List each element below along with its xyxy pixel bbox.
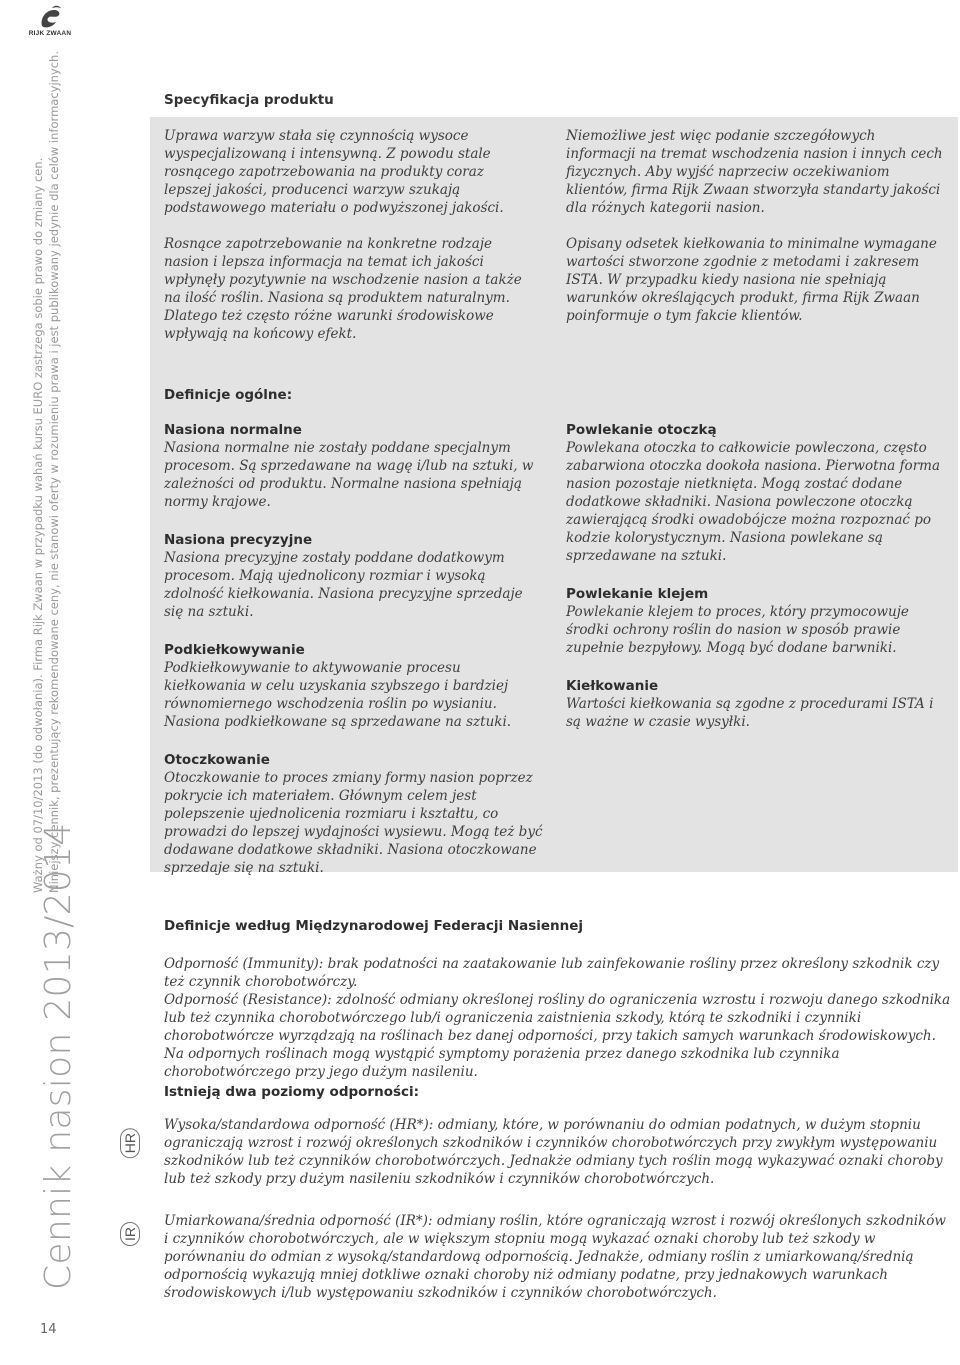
catalog-title: Cennik nasion 2013/2014	[38, 822, 79, 1290]
definition-text: Nasiona normalne nie zostały poddane specjalnym procesom. Są sprzedawane na wagę i/lub na sztuki, w zależności od produktu. Normalne nasiona spełniają normy krajowe.	[164, 440, 534, 510]
hr-badge	[118, 1128, 142, 1161]
definition-item	[566, 585, 946, 657]
spec-intro-right	[566, 127, 946, 343]
definition-item	[164, 751, 544, 877]
resistance-definition: Odporność (Resistance): zdolność odmiany określonej rośliny do ograniczenia wzrostu i rozwoju danego szkodnika lub też czynnika chorobotwórczego lub/i ograniczenia zaistnienia szkody, którą te szkodniki i czynniki chorobotwórcze wyrządzają na roślinach bez danej odporności, przy takich samych warunkach środowiskowych. Na odpornych roślinach mogą wystąpić symptomy porażenia przez danego szkodnika lub czynnika chorobotwórczego przy jego dużym nasileniu.	[164, 992, 951, 1080]
hr-definition: Wysoka/standardowa odporność (HR*): odmiany, które, w porównaniu do odmian podatnych, w dużym stopniu ograniczają wzrost i rozwój określonych szkodników i czynników chorobotwórczych przy zwykłym występowaniu szkodników lub też czynników chorobotwórczych. Jednakże odmiany tych roślin mogą wykazywać oznaki choroby lub też szkody przy dużym nasileniu szkodników i czynników chorobotwórczych.	[164, 1117, 943, 1187]
ir-badge-label: IR	[120, 1222, 140, 1246]
definitions-right	[566, 421, 946, 751]
hr-badge-label: HR	[120, 1128, 140, 1158]
immunity-definition: Odporność (Immunity): brak podatności na zaatakowanie lub zainfekowanie rośliny przez określony szkodnik czy też czynnik chorobotwórczy.	[164, 956, 940, 990]
logo-text: RIJK ZWAAN	[28, 30, 72, 37]
spec-paragraph: Opisany odsetek kiełkowania to minimalne wymagane wartości stworzone zgodnie z metodami i zakresem ISTA. W przypadku kiedy nasiona nie spełniają warunków określających produkt, firma Rijk Zwaan poinformuje o tym fakcie klientów.	[566, 236, 937, 324]
ir-definition: Umiarkowana/średnia odporność (IR*): odmiany roślin, które ograniczają wzrost i rozwój określonych szkodników i czynników chorobotwórczych, ale w większym stopniu mogą wykazać oznaki choroby lub też szkody w porównaniu do odmian z wysoką/standardową odpornością. Jednakże, odmiany roślin z umiarkowaną/średnią odpornością wykazują mniej dotkliwe oznaki choroby niż odmiany podatne, przy jednakowych warunkach środowiskowych i/lub występowaniu szkodników i czynników chorobotwórczych.	[164, 1213, 946, 1301]
page-number: 14	[40, 1322, 57, 1337]
definition-text: Wartości kiełkowania są zgodne z procedurami ISTA i są ważne w czasie wysyłki.	[566, 696, 934, 730]
spec-paragraph: Rosnące zapotrzebowanie na konkretne rodzaje nasion i lepsza informacja na temat ich jakości wpłynęły pozytywnie na wschodzenie nasion a także na ilość roślin. Nasiona są produktem naturalnym. Dlatego też często różne warunki środowiskowe wpływają na końcowy efekt.	[164, 236, 522, 342]
spec-title: Specyfikacja produktu	[164, 92, 334, 108]
definition-term: Nasiona normalne	[164, 422, 302, 438]
definition-item	[566, 421, 946, 565]
definition-item	[164, 531, 544, 621]
definition-term: Podkiełkowywanie	[164, 642, 305, 658]
definition-text: Powlekanie klejem to proces, który przymocowuje środki ochrony roślin do nasion w sposób prawie zupełnie bezpyłowy. Mogą być dodane barwniki.	[566, 604, 909, 656]
validity-note: Ważny od 07/10/2013 (do odwołania). Firma Rijk Zwaan w przypadku wahań kursu EURO zastrzega sobie prawo do zmiany cen.	[31, 157, 45, 893]
spec-intro-left	[164, 127, 534, 361]
definitions-left	[164, 421, 544, 897]
ir-badge	[118, 1222, 142, 1249]
ir-level	[164, 1212, 954, 1302]
rijk-zwaan-logo-icon	[28, 4, 72, 30]
definition-item	[566, 677, 946, 731]
hr-level	[164, 1116, 954, 1188]
definition-term: Powlekanie klejem	[566, 586, 709, 602]
spec-paragraph: Uprawa warzyw stała się czynnością wysoce wyspecjalizowaną i intensywną. Z powodu stale rosnącego zapotrzebowania na produkty coraz lepszej jakości, producenci warzyw szukają podstawowego materiału o podwyższonej jakości.	[164, 128, 504, 216]
price-notice: Niniejszy cennik, prezentujący rekomendowane ceny, nie stanowi oferty w rozumieniu prawa i jest publikowany jedynie dla celów informacyjnych.	[47, 51, 61, 893]
definition-term: Powlekanie otoczką	[566, 422, 717, 438]
ifs-title: Definicje według Międzynarodowej Federacji Nasiennej	[164, 918, 584, 934]
spec-paragraph: Niemożliwe jest więc podanie szczegółowych informacji na tremat wschodzenia nasion i innych cech fizycznych. Aby wyjść naprzeciw oczekiwaniom klientów, firma Rijk Zwaan stworzyła standarty jakości dla różnych kategorii nasion.	[566, 128, 943, 216]
definition-term: Otoczkowanie	[164, 752, 270, 768]
definition-item	[164, 421, 544, 511]
rijk-zwaan-logo	[28, 4, 72, 40]
definition-term: Kiełkowanie	[566, 678, 659, 694]
definition-text: Nasiona precyzyjne zostały poddane dodatkowym procesom. Mają ujednolicony rozmiar i wysoką zdolność kiełkowania. Nasiona precyzyjne sprzedaje się na sztuki.	[164, 550, 523, 620]
ifs-definitions	[164, 955, 954, 1081]
definition-text: Otoczkowanie to proces zmiany formy nasion poprzez pokrycie ich materiałem. Głównym celem jest polepszenie ujednolicenia rozmiaru i kształtu, co prowadzi do lepszej wydajności wysiewu. Mogą też być dodawane dodatkowe składniki. Nasiona otoczkowane sprzedaje się na sztuki.	[164, 770, 543, 876]
definitions-title: Definicje ogólne:	[164, 387, 293, 403]
resistance-levels-title: Istnieją dwa poziomy odporności:	[164, 1084, 420, 1100]
definition-term: Nasiona precyzyjne	[164, 532, 313, 548]
definition-text: Powlekana otoczka to całkowicie powleczona, często zabarwiona otoczka dookoła nasiona. Pierwotna forma nasion pozostaje nietknięta. Mogą zostać dodane dodatkowe składniki. Nasiona powleczone otoczką zawierającą środki owadobójcze można rozpoznać po kodzie kolorystycznym. Nasiona powlekane są sprzedawane na sztuki.	[566, 440, 940, 564]
definition-item	[164, 641, 544, 731]
definition-text: Podkiełkowywanie to aktywowanie procesu kiełkowania w celu uzyskania szybszego i bardziej równomiernego wschodzenia roślin po wysianiu. Nasiona podkiełkowane są sprzedawane na sztuki.	[164, 660, 512, 730]
